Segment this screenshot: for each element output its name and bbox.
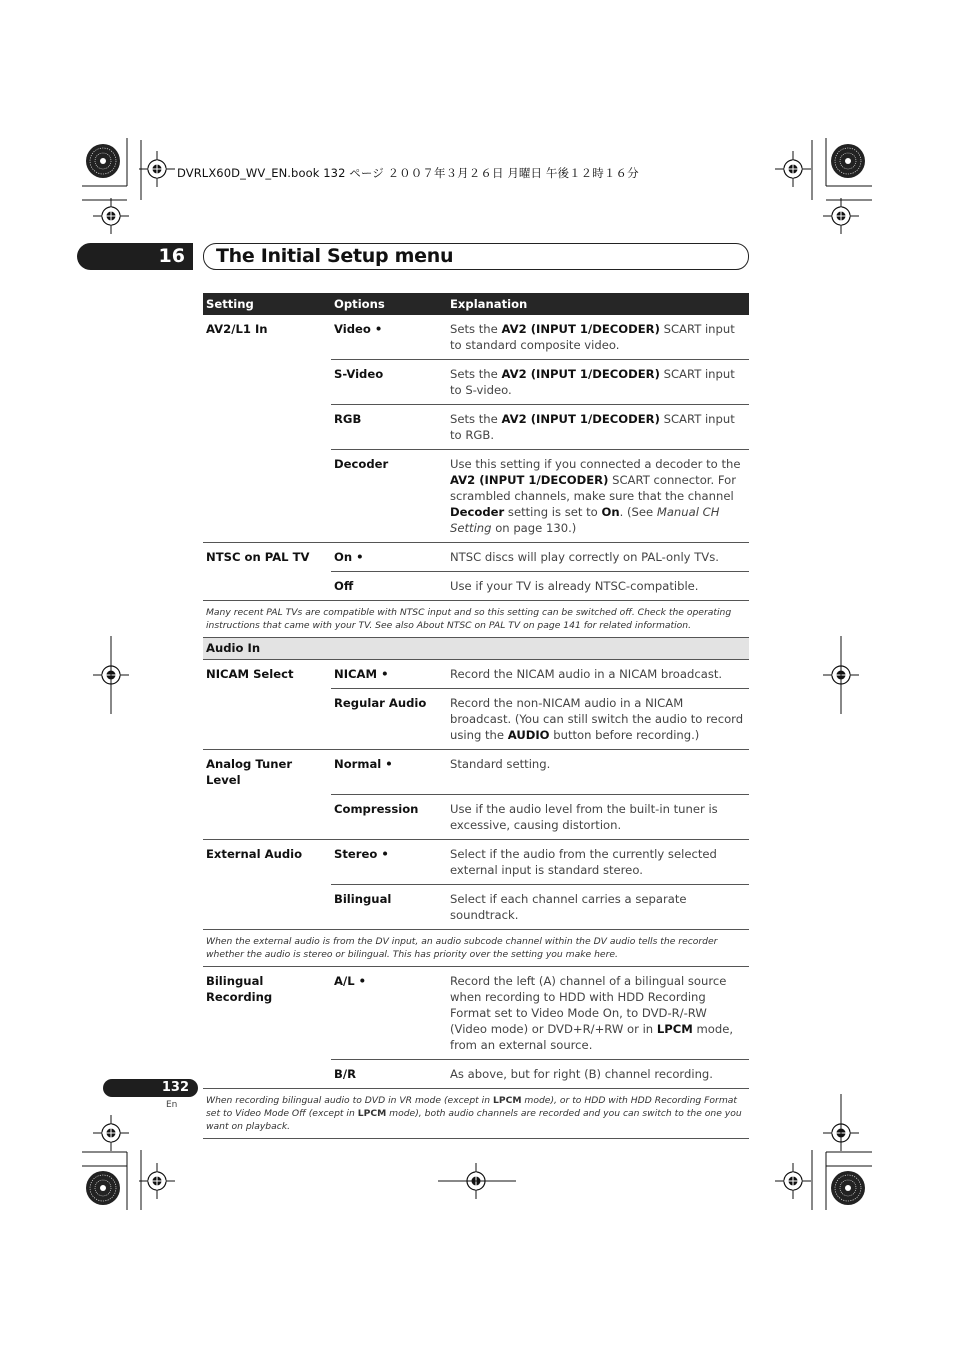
table-header-row	[203, 293, 749, 315]
section-title-box	[203, 243, 749, 270]
table-row	[203, 660, 749, 689]
table-row	[203, 405, 749, 450]
setting-name: NICAM Select	[203, 660, 331, 689]
option-explanation: NTSC discs will play correctly on PAL-only TVs.	[447, 543, 749, 572]
option-explanation: Use if your TV is already NTSC-compatible.	[447, 572, 749, 601]
option-explanation: Sets the AV2 (INPUT 1/DECODER) SCART input to standard composite video.	[450, 322, 735, 352]
registration-mark-top-right-1	[775, 151, 811, 187]
table-note	[203, 601, 749, 638]
page-language: En	[166, 1100, 178, 1110]
option-explanation: As above, but for right (B) channel recording.	[447, 1059, 749, 1088]
option-name: Bilingual	[331, 884, 447, 929]
option-explanation: Use if the audio level from the built-in tuner is excessive, causing distortion.	[447, 794, 749, 839]
page-number-tab	[103, 1079, 198, 1097]
option-explanation: Sets the AV2 (INPUT 1/DECODER) SCART input to S-video.	[447, 360, 749, 405]
option-name: Normal •	[331, 750, 447, 795]
option-name: A/L •	[331, 966, 447, 1059]
note-text: Many recent PAL TVs are compatible with NTSC input and so this setting can be switched off. Check the operating instructions that came with your TV. See also About NTSC on PAL TV on page 141 for related information.	[203, 601, 749, 638]
option-name: B/R	[331, 1059, 447, 1088]
registration-mark-top-right-2	[823, 198, 859, 234]
table-row	[203, 966, 749, 1059]
table-row	[203, 1059, 749, 1088]
page-title: The Initial Setup menu	[216, 245, 454, 267]
file-header: DVRLX60D_WV_EN.book 132 ページ ２００７年３月２６日 月曜日 午後１２時１６分	[177, 166, 639, 180]
header-setting: Setting	[203, 293, 331, 315]
option-name: S-Video	[331, 360, 447, 405]
registration-mark-bottom-left-1	[93, 1115, 129, 1151]
option-name: Off	[331, 572, 447, 601]
registration-mark-top-left-1	[139, 151, 175, 187]
subsection-label: Audio In	[203, 638, 749, 660]
subsection-header	[203, 638, 749, 660]
option-name: Compression	[331, 794, 447, 839]
star-target-bottom-right	[831, 1171, 865, 1205]
table-note	[203, 1088, 749, 1138]
registration-mark-bottom-right-2	[775, 1163, 811, 1199]
registration-mark-bottom-left-2	[139, 1163, 175, 1199]
table-row	[203, 794, 749, 839]
star-target-bottom-left	[86, 1171, 120, 1205]
chapter-number: 16	[158, 245, 185, 267]
table-row	[203, 360, 749, 405]
option-explanation: Select if the audio from the currently selected external input is standard stereo.	[447, 839, 749, 884]
setting-name: NTSC on PAL TV	[203, 543, 331, 572]
option-explanation: Record the NICAM audio in a NICAM broadcast.	[447, 660, 749, 689]
setting-name: AV2/L1 In	[206, 322, 268, 336]
star-target-top-right	[831, 144, 865, 178]
table-row	[203, 750, 749, 795]
option-name: On •	[331, 543, 447, 572]
header-explanation: Explanation	[447, 293, 749, 315]
option-explanation: Sets the AV2 (INPUT 1/DECODER) SCART input to RGB.	[447, 405, 749, 450]
option-explanation: Use this setting if you connected a decoder to the AV2 (INPUT 1/DECODER) SCART connector. For scrambled channels, make sure that the channel Decoder setting is set to On. (See Manual CH Setting on page 130.)	[447, 450, 749, 543]
table-row	[203, 543, 749, 572]
table-row	[203, 450, 749, 543]
chapter-tab	[77, 243, 193, 270]
table-row	[203, 839, 749, 884]
setting-name: Analog Tuner Level	[203, 750, 331, 795]
option-explanation: Standard setting.	[447, 750, 749, 795]
option-name: Decoder	[331, 450, 447, 543]
registration-mark-top-left-2	[93, 198, 129, 234]
table-row	[203, 315, 749, 360]
note-text: When the external audio is from the DV input, an audio subcode channel within the DV audio tells the recorder whether the audio is stereo or bilingual. This has priority over the setting you make here.	[203, 929, 749, 966]
table-row	[203, 689, 749, 750]
setup-table	[203, 293, 749, 1139]
option-name: NICAM •	[331, 660, 447, 689]
setting-name: External Audio	[203, 839, 331, 884]
option-name: RGB	[331, 405, 447, 450]
header-options: Options	[331, 293, 447, 315]
table-note	[203, 929, 749, 966]
star-target-top-left	[86, 144, 120, 178]
option-name: Regular Audio	[331, 689, 447, 750]
option-name: Stereo •	[331, 839, 447, 884]
option-name: Video •	[334, 322, 383, 336]
option-explanation: Record the non-NICAM audio in a NICAM broadcast. (You can still switch the audio to record using the AUDIO button before recording.)	[447, 689, 749, 750]
table-row	[203, 572, 749, 601]
table-row	[203, 884, 749, 929]
note-text: When recording bilingual audio to DVD in VR mode (except in LPCM mode), or to HDD with HDD Recording Format set to Video Mode Off (except in LPCM mode), both audio channels are recorded and you can switch to the one you want on playback.	[203, 1088, 749, 1138]
option-explanation: Select if each channel carries a separate soundtrack.	[447, 884, 749, 929]
option-explanation: Record the left (A) channel of a bilingual source when recording to HDD with HDD Recording Format set to Video Mode On, to DVD-R/-RW (Video mode) or DVD+R/+RW or in LPCM mode, from an external source.	[447, 966, 749, 1059]
setting-name: Bilingual Recording	[203, 966, 331, 1059]
page-number: 132	[161, 1080, 189, 1095]
